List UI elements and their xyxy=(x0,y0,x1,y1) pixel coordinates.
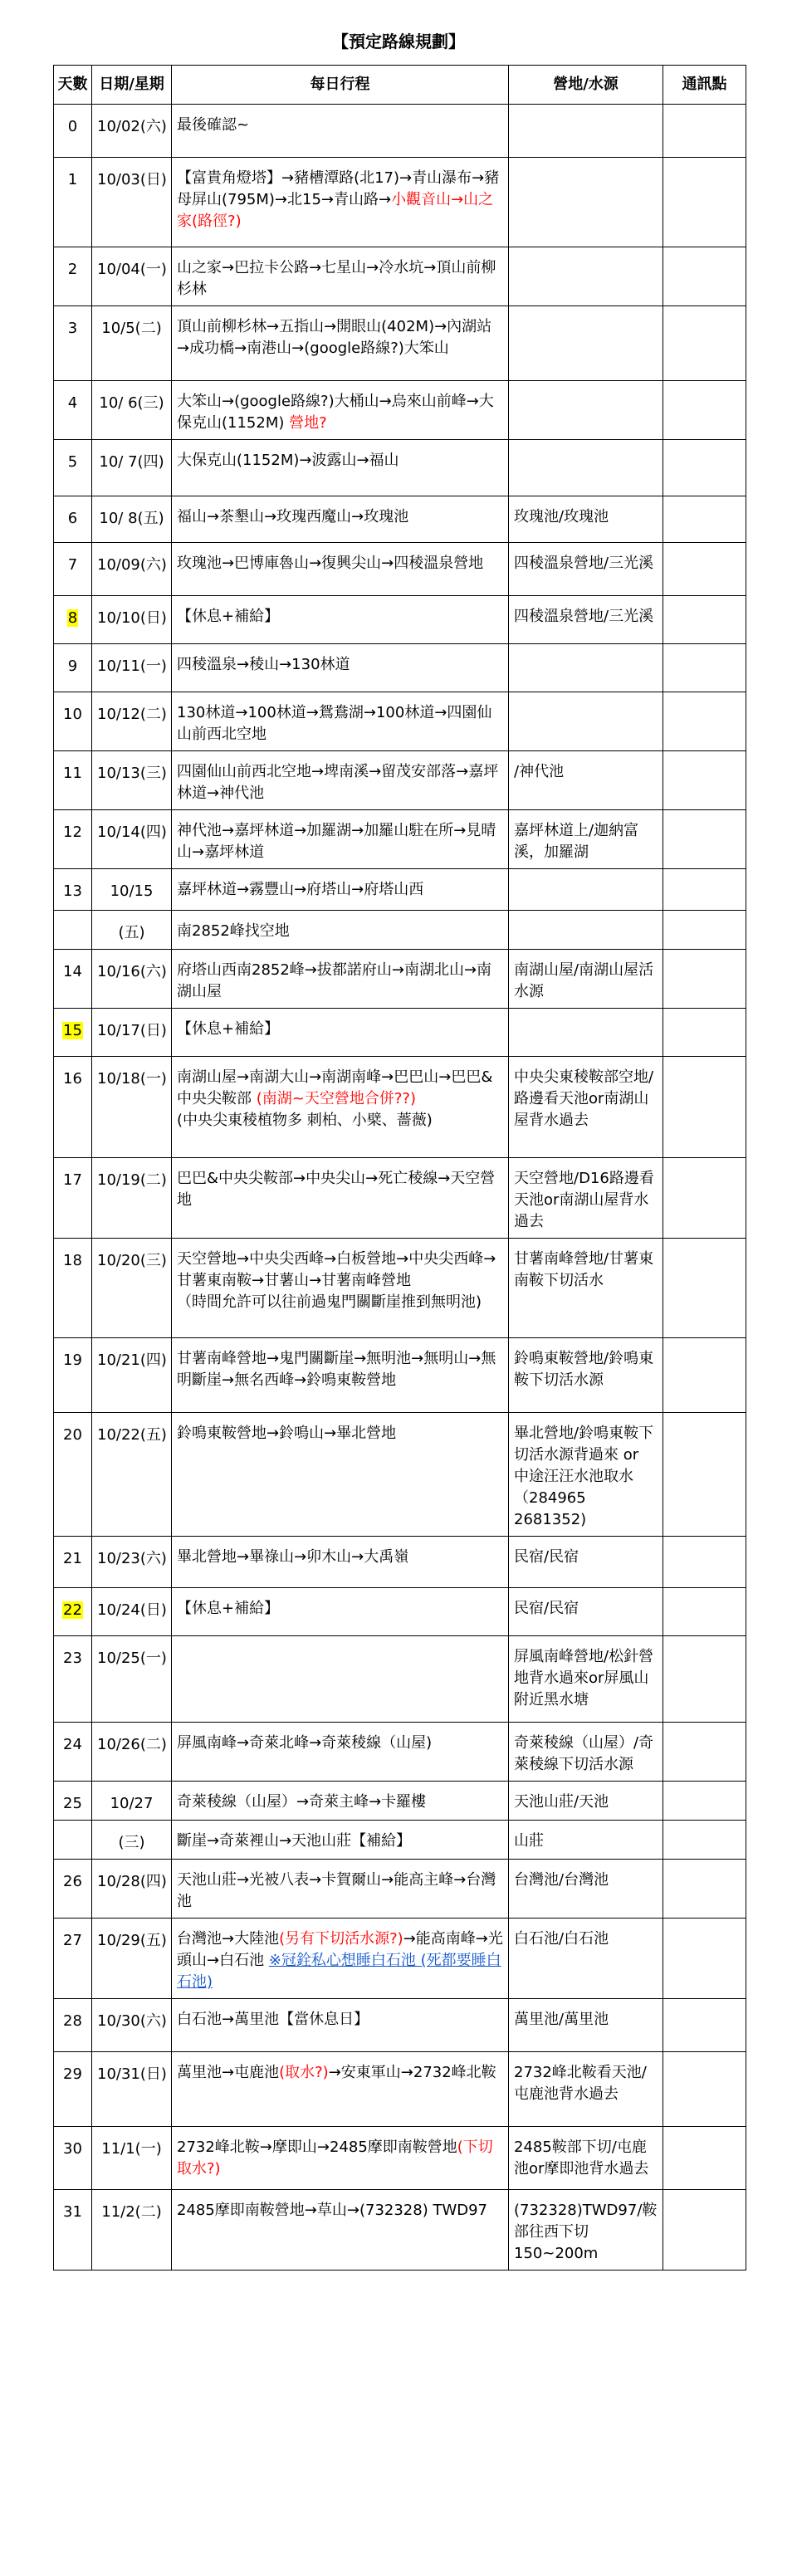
cell-signal xyxy=(663,1723,746,1782)
cell-signal xyxy=(663,1588,746,1636)
table-row xyxy=(54,692,746,751)
cell-day xyxy=(54,869,92,911)
route-plan-table xyxy=(53,65,746,2270)
cell-camp-water xyxy=(509,644,663,692)
itinerary-text: 奇萊稜線（山屋）→奇萊主峰→卡羅樓 xyxy=(177,1793,427,1811)
table-row xyxy=(54,440,746,496)
cell-signal xyxy=(663,1338,746,1413)
header-day: 天數 xyxy=(54,66,92,105)
cell-signal xyxy=(663,1860,746,1919)
table-row xyxy=(54,644,746,692)
cell-signal xyxy=(663,751,746,810)
table-row xyxy=(54,2190,746,2270)
cell-signal xyxy=(663,911,746,950)
cell-date: 10/19(二) xyxy=(92,1158,172,1239)
table-row xyxy=(54,911,746,950)
day-number: 12 xyxy=(63,824,82,841)
cell-itinerary xyxy=(172,1588,509,1636)
day-number: 7 xyxy=(67,556,78,574)
itinerary-text: 四園仙山前西北空地→埤南溪→留茂安部落→嘉坪林道→神代池 xyxy=(177,763,499,802)
cell-signal xyxy=(663,596,746,644)
cell-camp-water xyxy=(509,1009,663,1057)
cell-itinerary xyxy=(172,692,509,751)
cell-date: 10/23(六) xyxy=(92,1537,172,1588)
cell-day xyxy=(54,1239,92,1338)
itinerary-text: 【休息+補給】 xyxy=(177,608,280,625)
cell-itinerary xyxy=(172,1919,509,1999)
itinerary-note-red: (南湖~天空營地合併??) xyxy=(256,1090,416,1107)
cell-day xyxy=(54,2052,92,2127)
table-row xyxy=(54,158,746,247)
cell-camp-water: 四稜溫泉營地/三光溪 xyxy=(509,543,663,596)
day-number: 22 xyxy=(63,1601,82,1619)
cell-date: 11/1(一) xyxy=(92,2127,172,2190)
itinerary-note-red: 營地? xyxy=(289,414,327,432)
table-row xyxy=(54,2052,746,2127)
itinerary-text: 鈴鳴東鞍營地→鈴鳴山→畢北營地 xyxy=(177,1425,397,1442)
cell-signal xyxy=(663,692,746,751)
cell-day xyxy=(54,1338,92,1413)
cell-date: 10/ 7(四) xyxy=(92,440,172,496)
cell-camp-water xyxy=(509,381,663,440)
cell-day xyxy=(54,1782,92,1821)
itinerary-text: 白石池→萬里池【當休息日】 xyxy=(177,2011,369,2028)
cell-camp-water: 萬里池/萬里池 xyxy=(509,1999,663,2052)
itinerary-extra-note: (中央尖東稜植物多 刺柏、小檗、薔薇) xyxy=(177,1112,433,1129)
cell-date: 10/17(日) xyxy=(92,1009,172,1057)
itinerary-text: 府塔山西南2852峰→拔都諾府山→南湖北山→南湖山屋 xyxy=(177,961,492,1000)
cell-itinerary xyxy=(172,596,509,644)
day-number: 14 xyxy=(63,963,82,980)
table-row xyxy=(54,596,746,644)
cell-itinerary xyxy=(172,1821,509,1860)
cell-itinerary xyxy=(172,2190,509,2270)
cell-camp-water: 2485鞍部下切/屯鹿池or摩即池背水過去 xyxy=(509,2127,663,2190)
itinerary-note-red: (下切取水?) xyxy=(177,2139,493,2178)
cell-day xyxy=(54,1636,92,1723)
cell-signal xyxy=(663,644,746,692)
itinerary-text: 天空營地→中央尖西峰→白板營地→中央尖西峰→甘薯東南鞍→甘薯山→甘薯南峰營地 xyxy=(177,1250,496,1289)
cell-camp-water: 民宿/民宿 xyxy=(509,1537,663,1588)
cell-itinerary xyxy=(172,1413,509,1537)
table-row xyxy=(54,543,746,596)
cell-signal xyxy=(663,543,746,596)
itinerary-note-red: (另有下切活水源?) xyxy=(279,1930,403,1948)
cell-date: 10/02(六) xyxy=(92,105,172,158)
itinerary-text-cont: →安東軍山→2732峰北鞍 xyxy=(328,2064,496,2081)
cell-camp-water: 民宿/民宿 xyxy=(509,1588,663,1636)
cell-date: 10/22(五) xyxy=(92,1413,172,1537)
cell-date: 10/26(二) xyxy=(92,1723,172,1782)
itinerary-note-red: (取水?) xyxy=(279,2064,329,2081)
header-itinerary: 每日行程 xyxy=(172,66,509,105)
cell-day xyxy=(54,1588,92,1636)
itinerary-extra-note: （時間允許可以往前過鬼門關斷崖推到無明池) xyxy=(177,1293,482,1311)
itinerary-text: 2732峰北鞍→摩即山→2485摩即南鞍營地 xyxy=(177,2139,457,2156)
cell-signal xyxy=(663,306,746,381)
cell-day xyxy=(54,1413,92,1537)
cell-day xyxy=(54,596,92,644)
day-number: 21 xyxy=(63,1550,82,1567)
cell-day xyxy=(54,810,92,869)
cell-camp-water xyxy=(509,247,663,306)
cell-camp-water: 天池山莊/天池 xyxy=(509,1782,663,1821)
itinerary-text-cont: →能高南峰→光頭山→白石池 xyxy=(177,1930,503,1969)
cell-itinerary xyxy=(172,1239,509,1338)
cell-itinerary xyxy=(172,810,509,869)
cell-camp-water: 白石池/白石池 xyxy=(509,1919,663,1999)
cell-signal xyxy=(663,1537,746,1588)
cell-camp-water: 天空營地/D16路邊看天池or南湖山屋背水過去 xyxy=(509,1158,663,1239)
cell-signal xyxy=(663,1057,746,1158)
table-row xyxy=(54,810,746,869)
header-date: 日期/星期 xyxy=(92,66,172,105)
cell-day xyxy=(54,1158,92,1239)
cell-camp-water xyxy=(509,692,663,751)
day-number: 29 xyxy=(63,2065,82,2083)
table-row xyxy=(54,1338,746,1413)
itinerary-note-red: 小觀音山→山之家(路徑?) xyxy=(177,191,494,230)
day-number: 27 xyxy=(63,1932,82,1949)
cell-camp-water xyxy=(509,869,663,911)
table-row xyxy=(54,1636,746,1723)
cell-itinerary xyxy=(172,950,509,1009)
cell-day xyxy=(54,1999,92,2052)
cell-itinerary xyxy=(172,1057,509,1158)
cell-signal xyxy=(663,810,746,869)
table-row xyxy=(54,2127,746,2190)
cell-date: 10/12(二) xyxy=(92,692,172,751)
cell-camp-water: 台灣池/台灣池 xyxy=(509,1860,663,1919)
cell-day xyxy=(54,306,92,381)
cell-itinerary xyxy=(172,105,509,158)
itinerary-text: 畢北營地→畢祿山→卯木山→大禹嶺 xyxy=(177,1548,409,1566)
cell-date: 10/09(六) xyxy=(92,543,172,596)
itinerary-text: 南2852峰找空地 xyxy=(177,922,290,940)
cell-day xyxy=(54,692,92,751)
table-row xyxy=(54,105,746,158)
cell-camp-water: 中央尖東稜鞍部空地/路邊看天池or南湖山屋背水過去 xyxy=(509,1057,663,1158)
cell-signal xyxy=(663,105,746,158)
cell-date: 10/27 xyxy=(92,1782,172,1821)
day-number: 1 xyxy=(67,171,78,188)
cell-itinerary xyxy=(172,440,509,496)
cell-itinerary xyxy=(172,1338,509,1413)
cell-camp-water: 玫瑰池/玫瑰池 xyxy=(509,496,663,543)
cell-camp-water xyxy=(509,105,663,158)
cell-signal xyxy=(663,1782,746,1821)
cell-camp-water: 甘薯南峰營地/甘薯東南鞍下切活水 xyxy=(509,1239,663,1338)
header-camp: 營地/水源 xyxy=(509,66,663,105)
day-number: 5 xyxy=(67,453,78,471)
cell-camp-water: /神代池 xyxy=(509,751,663,810)
cell-date: (三) xyxy=(92,1821,172,1860)
cell-signal xyxy=(663,950,746,1009)
cell-date: 10/13(三) xyxy=(92,751,172,810)
cell-day xyxy=(54,247,92,306)
day-number: 6 xyxy=(67,510,78,527)
cell-day xyxy=(54,440,92,496)
itinerary-text: 嘉坪林道→霧豐山→府塔山→府塔山西 xyxy=(177,881,424,898)
itinerary-text: 玫瑰池→巴博庫魯山→復興尖山→四稜溫泉營地 xyxy=(177,555,484,572)
cell-day xyxy=(54,1057,92,1158)
table-row xyxy=(54,381,746,440)
cell-date: 10/29(五) xyxy=(92,1919,172,1999)
cell-day xyxy=(54,1821,92,1860)
cell-date: 10/14(四) xyxy=(92,810,172,869)
cell-date: 10/15 xyxy=(92,869,172,911)
table-row xyxy=(54,1999,746,2052)
day-number: 4 xyxy=(67,394,78,412)
table-row xyxy=(54,496,746,543)
cell-signal xyxy=(663,1919,746,1999)
cell-itinerary xyxy=(172,644,509,692)
cell-date: 10/20(三) xyxy=(92,1239,172,1338)
table-row xyxy=(54,751,746,810)
itinerary-text: 130林道→100林道→鴛鴦湖→100林道→四園仙山前西北空地 xyxy=(177,704,492,743)
cell-signal xyxy=(663,1239,746,1338)
day-number: 16 xyxy=(63,1070,82,1088)
table-row xyxy=(54,1239,746,1338)
cell-itinerary xyxy=(172,751,509,810)
day-number: 13 xyxy=(63,882,82,900)
cell-camp-water: 嘉坪林道上/迦納富溪，加羅湖 xyxy=(509,810,663,869)
cell-signal xyxy=(663,1999,746,2052)
cell-day xyxy=(54,911,92,950)
cell-itinerary xyxy=(172,2127,509,2190)
table-row xyxy=(54,1782,746,1821)
itinerary-text: 萬里池→屯鹿池 xyxy=(177,2064,280,2081)
cell-day xyxy=(54,1723,92,1782)
cell-date: (五) xyxy=(92,911,172,950)
day-number: 2 xyxy=(67,261,78,278)
table-row xyxy=(54,1588,746,1636)
day-number: 11 xyxy=(63,765,82,782)
table-row xyxy=(54,1860,746,1919)
cell-camp-water: (732328)TWD97/鞍部往西下切150~200m xyxy=(509,2190,663,2270)
day-number: 31 xyxy=(63,2203,82,2221)
cell-itinerary xyxy=(172,1158,509,1239)
cell-itinerary xyxy=(172,1723,509,1782)
day-number: 19 xyxy=(63,1352,82,1369)
cell-signal xyxy=(663,1413,746,1537)
cell-signal xyxy=(663,869,746,911)
cell-signal xyxy=(663,2127,746,2190)
itinerary-text: 屏風南峰→奇萊北峰→奇萊稜線（山屋) xyxy=(177,1734,433,1752)
table-row xyxy=(54,1413,746,1537)
day-number: 0 xyxy=(67,118,78,135)
day-number: 25 xyxy=(63,1795,82,1812)
day-number: 20 xyxy=(63,1426,82,1444)
cell-date: 10/04(一) xyxy=(92,247,172,306)
cell-signal xyxy=(663,1009,746,1057)
itinerary-text: 2485摩即南鞍營地→草山→(732328) TWD97 xyxy=(177,2202,488,2219)
cell-camp-water xyxy=(509,440,663,496)
cell-date: 10/03(日) xyxy=(92,158,172,247)
itinerary-text: 【富貴角燈塔】→豬槽潭路(北17)→青山瀑布→豬母屏山(795M)→北15→青山路→ xyxy=(177,169,500,208)
cell-date: 10/25(一) xyxy=(92,1636,172,1723)
table-row xyxy=(54,247,746,306)
day-number: 10 xyxy=(63,706,82,723)
cell-date: 10/11(一) xyxy=(92,644,172,692)
cell-day xyxy=(54,751,92,810)
cell-signal xyxy=(663,440,746,496)
itinerary-text: 大保克山(1152M)→波露山→福山 xyxy=(177,452,399,469)
day-number: 8 xyxy=(67,609,78,627)
itinerary-text: 神代池→嘉坪林道→加羅湖→加羅山駐在所→見晴山→嘉坪林道 xyxy=(177,822,496,861)
cell-signal xyxy=(663,1158,746,1239)
itinerary-text: 【休息+補給】 xyxy=(177,1600,280,1617)
day-number: 30 xyxy=(63,2140,82,2158)
cell-itinerary xyxy=(172,911,509,950)
cell-signal xyxy=(663,158,746,247)
cell-camp-water xyxy=(509,306,663,381)
cell-day xyxy=(54,496,92,543)
cell-day xyxy=(54,644,92,692)
cell-itinerary xyxy=(172,1537,509,1588)
cell-day xyxy=(54,381,92,440)
day-number: 17 xyxy=(63,1171,82,1189)
cell-date: 10/ 8(五) xyxy=(92,496,172,543)
cell-camp-water: 鈴鳴東鞍營地/鈴鳴東鞍下切活水源 xyxy=(509,1338,663,1413)
day-number: 18 xyxy=(63,1252,82,1269)
day-number: 9 xyxy=(67,657,78,675)
itinerary-link-note[interactable]: ※冠銓私心想睡白石池 (死都要睡白石池) xyxy=(177,1952,501,1991)
cell-itinerary xyxy=(172,1860,509,1919)
table-row xyxy=(54,950,746,1009)
cell-signal xyxy=(663,2190,746,2270)
day-number: 26 xyxy=(63,1873,82,1890)
cell-camp-water xyxy=(509,911,663,950)
cell-signal xyxy=(663,2052,746,2127)
cell-signal xyxy=(663,381,746,440)
cell-date: 10/16(六) xyxy=(92,950,172,1009)
cell-camp-water: 奇萊稜線（山屋）/奇萊稜線下切活水源 xyxy=(509,1723,663,1782)
table-row xyxy=(54,1821,746,1860)
cell-day xyxy=(54,543,92,596)
cell-signal xyxy=(663,496,746,543)
cell-camp-water: 2732峰北鞍看天池/屯鹿池背水過去 xyxy=(509,2052,663,2127)
itinerary-text: 山之家→巴拉卡公路→七星山→冷水坑→頂山前柳杉林 xyxy=(177,259,496,298)
itinerary-text: 福山→茶墾山→玫瑰西魔山→玫瑰池 xyxy=(177,508,409,525)
cell-camp-water: 畢北營地/鈴鳴東鞍下切活水源背過來 or 中途汪汪水池取水（284965 2681352) xyxy=(509,1413,663,1537)
table-row xyxy=(54,869,746,911)
table-row xyxy=(54,1723,746,1782)
itinerary-text: 大笨山→(google路線?)大桶山→烏來山前峰→大保克山(1152M) xyxy=(177,393,494,432)
itinerary-text: 斷崖→奇萊裡山→天池山莊【補給】 xyxy=(177,1832,412,1850)
cell-date: 10/28(四) xyxy=(92,1860,172,1919)
itinerary-text: 巴巴&中央尖鞍部→中央尖山→死亡稜線→天空營地 xyxy=(177,1170,496,1209)
cell-day xyxy=(54,158,92,247)
cell-signal xyxy=(663,247,746,306)
itinerary-text: 四稜溫泉→稜山→130林道 xyxy=(177,656,350,673)
cell-itinerary xyxy=(172,1999,509,2052)
table-row xyxy=(54,1158,746,1239)
day-number: 28 xyxy=(63,2012,82,2030)
cell-itinerary xyxy=(172,543,509,596)
table-row xyxy=(54,1919,746,1999)
itinerary-text: 頂山前柳杉林→五指山→開眼山(402M)→內湖站→成功橋→南港山→(google路線?)大笨山 xyxy=(177,318,492,357)
cell-itinerary xyxy=(172,1782,509,1821)
page-title: 【預定路線規劃】 xyxy=(332,32,465,51)
day-number: 24 xyxy=(63,1736,82,1753)
itinerary-text: 最後確認~ xyxy=(177,116,250,134)
cell-date: 10/5(二) xyxy=(92,306,172,381)
table-row xyxy=(54,1057,746,1158)
itinerary-text: 南湖山屋→南湖大山→南湖南峰→巴巴山→巴巴&中央尖鞍部 xyxy=(177,1068,493,1107)
cell-date: 10/31(日) xyxy=(92,2052,172,2127)
itinerary-text: 甘薯南峰營地→鬼門關斷崖→無明池→無明山→無明斷崖→無名西峰→鈴鳴東鞍營地 xyxy=(177,1350,496,1389)
cell-day xyxy=(54,950,92,1009)
itinerary-text: 【休息+補給】 xyxy=(177,1020,280,1038)
cell-day xyxy=(54,1860,92,1919)
cell-day xyxy=(54,1919,92,1999)
table-row xyxy=(54,306,746,381)
cell-camp-water xyxy=(509,158,663,247)
day-number: 23 xyxy=(63,1650,82,1667)
cell-date: 10/24(日) xyxy=(92,1588,172,1636)
cell-itinerary xyxy=(172,496,509,543)
cell-itinerary xyxy=(172,1009,509,1057)
cell-date: 10/10(日) xyxy=(92,596,172,644)
cell-itinerary xyxy=(172,381,509,440)
cell-day xyxy=(54,105,92,158)
cell-signal xyxy=(663,1821,746,1860)
cell-itinerary xyxy=(172,2052,509,2127)
cell-itinerary xyxy=(172,1636,509,1723)
cell-day xyxy=(54,1537,92,1588)
day-number: 15 xyxy=(63,1022,82,1039)
table-row xyxy=(54,1009,746,1057)
cell-day xyxy=(54,2127,92,2190)
table-row xyxy=(54,1537,746,1588)
header-signal: 通訊點 xyxy=(663,66,746,105)
day-number: 3 xyxy=(67,320,78,337)
cell-date: 10/30(六) xyxy=(92,1999,172,2052)
cell-itinerary xyxy=(172,158,509,247)
cell-day xyxy=(54,2190,92,2270)
cell-signal xyxy=(663,1636,746,1723)
cell-date: 10/18(一) xyxy=(92,1057,172,1158)
cell-camp-water: 四稜溫泉營地/三光溪 xyxy=(509,596,663,644)
table-header-row xyxy=(54,66,746,105)
cell-itinerary xyxy=(172,247,509,306)
cell-date: 10/ 6(三) xyxy=(92,381,172,440)
cell-itinerary xyxy=(172,869,509,911)
itinerary-text: 天池山莊→光被八表→卡賀爾山→能高主峰→台灣池 xyxy=(177,1871,496,1910)
cell-camp-water: 屏風南峰營地/松針營地背水過來or屏風山附近黑水塘 xyxy=(509,1636,663,1723)
cell-itinerary xyxy=(172,306,509,381)
cell-camp-water: 南湖山屋/南湖山屋活水源 xyxy=(509,950,663,1009)
cell-date: 10/21(四) xyxy=(92,1338,172,1413)
cell-date: 11/2(二) xyxy=(92,2190,172,2270)
cell-day xyxy=(54,1009,92,1057)
itinerary-text: 台灣池→大陸池 xyxy=(177,1930,280,1948)
cell-camp-water: 山莊 xyxy=(509,1821,663,1860)
